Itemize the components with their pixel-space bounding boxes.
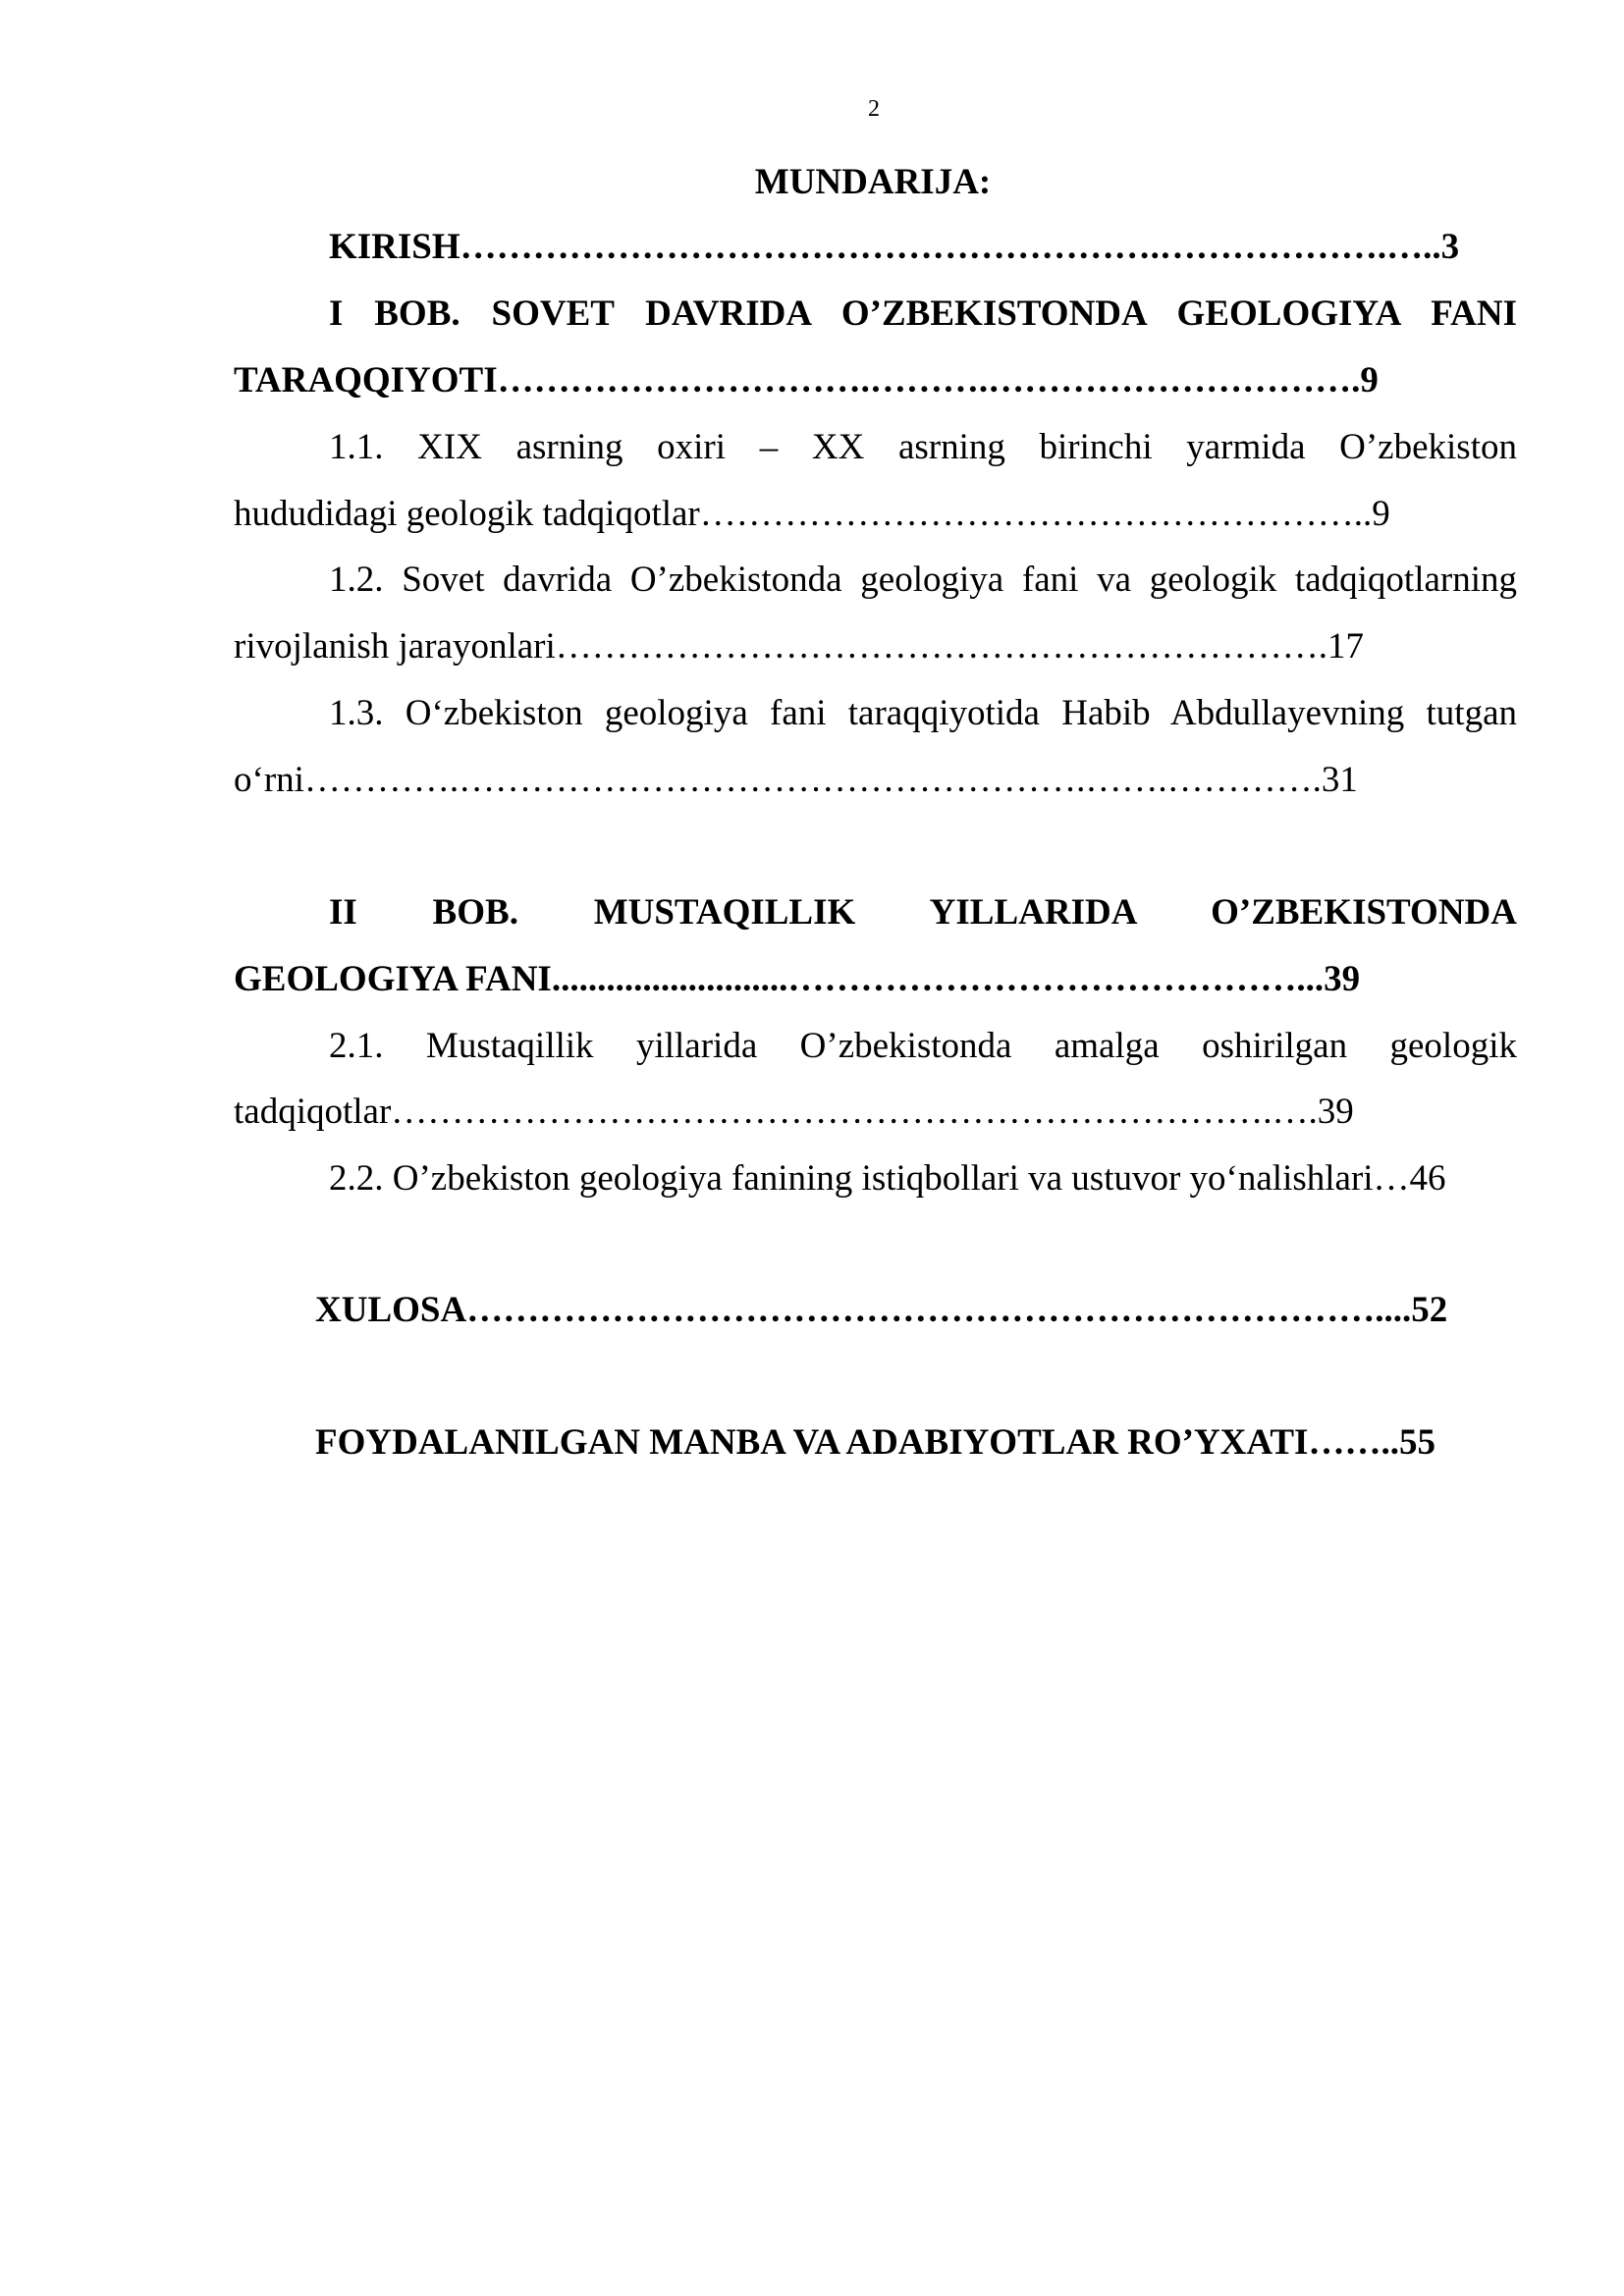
- toc-entry-section-1-3-line2[interactable]: o‘rni………….…………………………………………….…….………….31: [234, 760, 1358, 800]
- toc-entry-section-1-2-line1[interactable]: 1.2. Sovet davrida O’zbekistonda geologiya fani va geologik tadqiqotlarning: [329, 560, 1517, 600]
- toc-entry-section-2-1-line1[interactable]: 2.1. Mustaqillik yillarida O’zbekistonda amalga oshirilgan geologik: [329, 1026, 1517, 1066]
- toc-entry-section-2-2[interactable]: 2.2. O’zbekiston geologiya fanining istiqbollari va ustuvor yo‘nalishlari…46: [329, 1158, 1446, 1199]
- toc-entry-section-1-3-line1[interactable]: 1.3. O‘zbekiston geologiya fani taraqqiyotida Habib Abdullayevning tutgan: [329, 693, 1517, 733]
- toc-entry-chapter1-line1[interactable]: I BOB. SOVET DAVRIDA O’ZBEKISTONDA GEOLOGIYA FANI: [329, 294, 1517, 334]
- toc-title: MUNDARIJA:: [754, 162, 992, 202]
- toc-entry-kirish[interactable]: KIRISH………………………………………………….……………….…..3: [329, 227, 1460, 267]
- toc-entry-section-1-1-line2[interactable]: hududidagi geologik tadqiqotlar………………………………………………..9: [234, 494, 1390, 534]
- page-number: 2: [868, 96, 880, 122]
- toc-entry-xulosa[interactable]: XULOSA…………………………………………………………………....52: [315, 1290, 1448, 1330]
- toc-entry-section-2-1-line2[interactable]: tadqiqotlar……………………………………………………………….….39: [234, 1092, 1354, 1132]
- toc-entry-chapter2-line1[interactable]: II BOB. MUSTAQILLIK YILLARIDA O’ZBEKISTONDA: [329, 892, 1517, 933]
- toc-entry-chapter2-line2[interactable]: GEOLOGIYA FANI..........................……………………………………...39: [234, 959, 1361, 999]
- toc-entry-chapter1-line2[interactable]: TARAQQIYOTI………………………….……….………………………….9: [234, 360, 1379, 400]
- toc-entry-adabiyotlar[interactable]: FOYDALANILGAN MANBA VA ADABIYOTLAR RO’YXATI……..55: [315, 1422, 1435, 1463]
- toc-entry-section-1-2-line2[interactable]: rivojlanish jarayonlari……………………………………………………….17: [234, 626, 1365, 667]
- toc-entry-section-1-1-line1[interactable]: 1.1. XIX asrning oxiri – XX asrning birinchi yarmida O’zbekiston: [329, 427, 1517, 467]
